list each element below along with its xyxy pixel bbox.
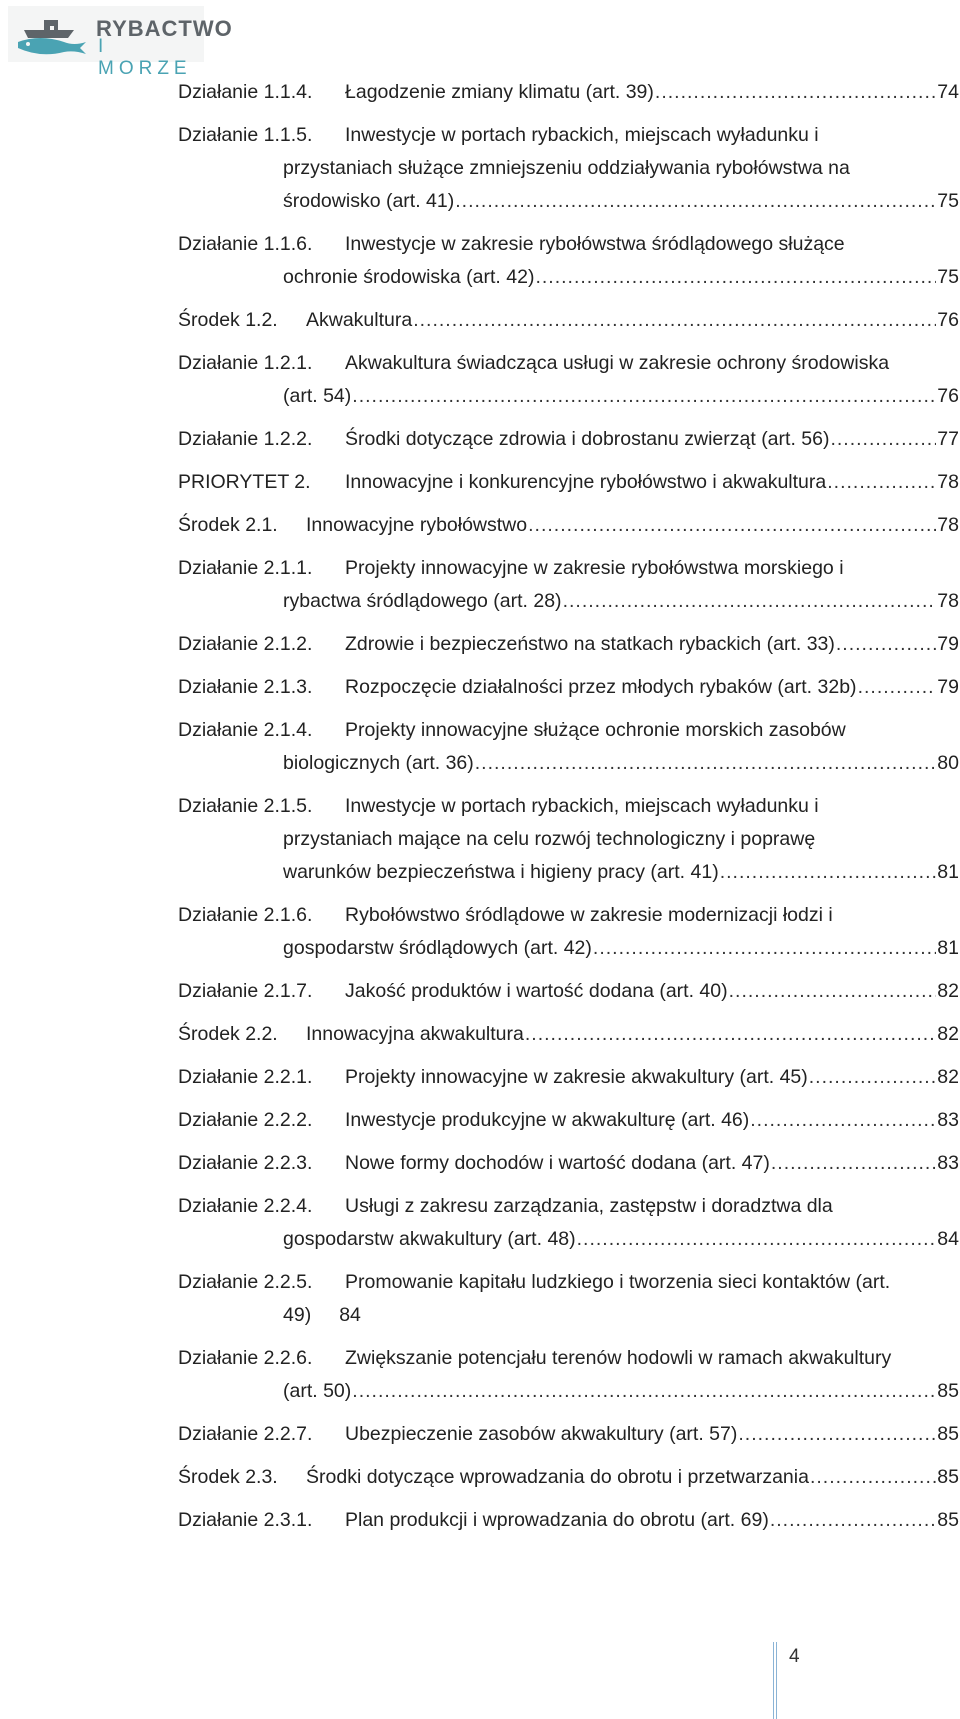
toc-entry[interactable] <box>178 1147 959 1180</box>
toc-entry[interactable] <box>178 76 959 109</box>
toc-entry-line <box>178 423 959 456</box>
toc-entry-page: 79 <box>937 676 959 698</box>
toc-entry-title: Projekty innowacyjne w zakresie rybołówstwa morskiego i <box>345 557 844 579</box>
toc-entry-page: 85 <box>937 1466 959 1488</box>
toc-entry-label: Środek 2.1. <box>178 514 278 536</box>
toc-entry-page: 78 <box>937 471 959 493</box>
toc-entry-label: Działanie 1.2.2. <box>178 428 313 450</box>
toc-leader-dots <box>729 975 937 1008</box>
toc-entry-page: 82 <box>937 1066 959 1088</box>
toc-entry-line <box>178 823 959 856</box>
toc-entry-title: warunków bezpieczeństwa i higieny pracy (art. 41) <box>283 861 719 883</box>
toc-entry-label: Działanie 2.2.6. <box>178 1347 313 1369</box>
toc-entry-title: Ubezpieczenie zasobów akwakultury (art. 57) <box>345 1423 738 1445</box>
toc-entry[interactable] <box>178 628 959 661</box>
toc-entry-title: Środki dotyczące wprowadzania do obrotu i przetwarzania <box>306 1466 809 1488</box>
toc-entry-line <box>178 899 959 932</box>
toc-leader-dots <box>770 1504 936 1537</box>
toc-entry-line <box>178 585 959 618</box>
toc-entry-page: 76 <box>937 385 959 407</box>
toc-entry-line <box>178 1223 959 1256</box>
toc-entry-line <box>178 1375 959 1408</box>
toc-entry-title: 49) <box>283 1304 312 1326</box>
toc-entry-title: Akwakultura <box>306 309 413 331</box>
toc-entry-label: Działanie 2.2.3. <box>178 1152 313 1174</box>
toc-entry-line <box>178 975 959 1008</box>
toc-entry-page: 84 <box>937 1228 959 1250</box>
toc-entry-line <box>178 1061 959 1094</box>
toc-entry-title: (art. 50) <box>283 1380 352 1402</box>
toc-entry-line <box>178 747 959 780</box>
toc-leader-dots <box>475 747 937 780</box>
toc-entry-label: Działanie 2.2.1. <box>178 1066 313 1088</box>
toc-leader-dots <box>720 856 937 889</box>
toc-entry-label: Działanie 2.3.1. <box>178 1509 313 1531</box>
toc-entry[interactable] <box>178 1061 959 1094</box>
toc-entry-page: 85 <box>937 1380 959 1402</box>
toc-entry[interactable] <box>178 790 959 889</box>
toc-entry-line <box>178 228 959 261</box>
toc-entry-label: Działanie 1.1.6. <box>178 233 313 255</box>
toc-entry-line <box>178 552 959 585</box>
toc-entry-title: Inwestycje w zakresie rybołówstwa śródlądowego służące <box>345 233 845 255</box>
toc-entry-line <box>178 856 959 889</box>
toc-entry-title: Inwestycje produkcyjne w akwakulturę (art. 46) <box>345 1109 750 1131</box>
toc-entry-page: 78 <box>937 514 959 536</box>
toc-entry-label: Działanie 1.1.4. <box>178 81 313 103</box>
toc-entry-line <box>178 261 959 294</box>
toc-entry-title: środowisko (art. 41) <box>283 190 455 212</box>
toc-leader-dots <box>535 261 936 294</box>
toc-entry-title: Innowacyjna akwakultura <box>306 1023 524 1045</box>
toc-entry-title: Zdrowie i bezpieczeństwo na statkach rybackich (art. 33) <box>345 633 835 655</box>
toc-entry-line <box>178 1342 959 1375</box>
toc-entry-title: Zwiększanie potencjału terenów hodowli w ramach akwakultury <box>345 1347 892 1369</box>
toc-entry[interactable] <box>178 552 959 618</box>
toc-leader-dots <box>738 1418 936 1451</box>
toc-entry-line <box>178 152 959 185</box>
toc-leader-dots <box>827 466 936 499</box>
toc-entry[interactable] <box>178 1342 959 1408</box>
toc-entry[interactable] <box>178 1504 959 1537</box>
toc-entry-title: Projekty innowacyjne służące ochronie morskich zasobów <box>345 719 846 741</box>
toc-entry[interactable] <box>178 509 959 542</box>
toc-entry-label: Środek 1.2. <box>178 309 278 331</box>
toc-entry-line <box>178 185 959 218</box>
toc-entry-title: gospodarstw akwakultury (art. 48) <box>283 1228 576 1250</box>
toc-entry-line <box>178 932 959 965</box>
toc-leader-dots <box>528 509 936 542</box>
toc-entry-page: 85 <box>937 1509 959 1531</box>
toc-entry-page: 82 <box>937 980 959 1002</box>
toc-entry-label: Działanie 1.2.1. <box>178 352 313 374</box>
toc-entry[interactable] <box>178 466 959 499</box>
toc-entry-line <box>178 671 959 704</box>
toc-entry[interactable] <box>178 304 959 337</box>
toc-entry-title: ochronie środowiska (art. 42) <box>283 266 535 288</box>
toc-entry-page: 84 <box>339 1304 361 1326</box>
toc-entry-title: (art. 54) <box>283 385 352 407</box>
toc-entry-title: przystaniach mające na celu rozwój technologiczny i poprawę <box>283 828 816 850</box>
logo-text-line1: RYBACTWO <box>96 16 233 41</box>
toc-entry-title: Innowacyjne rybołówstwo <box>306 514 528 536</box>
toc-entry-line <box>178 1147 959 1180</box>
toc-leader-dots <box>525 1018 936 1051</box>
toc-entry-title: Plan produkcji i wprowadzania do obrotu (art. 69) <box>345 1509 769 1531</box>
toc-entry-title: biologicznych (art. 36) <box>283 752 474 774</box>
toc-entry-label: Działanie 2.2.2. <box>178 1109 313 1131</box>
toc-entry-label: Środek 2.2. <box>178 1023 278 1045</box>
toc-entry-page: 83 <box>937 1109 959 1131</box>
toc-leader-dots <box>593 932 936 965</box>
toc-entry-label: Działanie 2.1.5. <box>178 795 313 817</box>
toc-entry-label: Działanie 2.1.7. <box>178 980 313 1002</box>
toc-entry-line <box>178 119 959 152</box>
toc-entry-line <box>178 628 959 661</box>
toc-entry-page: 83 <box>937 1152 959 1174</box>
toc-entry-title: gospodarstw śródlądowych (art. 42) <box>283 937 592 959</box>
toc-leader-dots <box>563 585 937 618</box>
toc-entry-line <box>178 509 959 542</box>
toc-entry-label: Środek 2.3. <box>178 1466 278 1488</box>
toc-entry-page: 79 <box>937 633 959 655</box>
toc-entry-line <box>178 304 959 337</box>
page-number <box>773 1642 829 1719</box>
toc-entry-page: 78 <box>937 590 959 612</box>
toc-leader-dots <box>750 1104 936 1137</box>
toc-entry[interactable] <box>178 119 959 218</box>
table-of-contents <box>178 76 959 1547</box>
toc-entry-page: 76 <box>937 309 959 331</box>
toc-entry-label: Działanie 2.2.5. <box>178 1271 313 1293</box>
toc-leader-dots <box>771 1147 936 1180</box>
toc-entry-title: Inwestycje w portach rybackich, miejscach wyładunku i <box>345 124 819 146</box>
toc-entry-line <box>178 466 959 499</box>
toc-leader-dots <box>809 1061 937 1094</box>
toc-entry-line <box>178 1266 959 1299</box>
toc-entry[interactable] <box>178 1018 959 1051</box>
toc-entry-title: Usługi z zakresu zarządzania, zastępstw i doradztwa dla <box>345 1195 833 1217</box>
toc-entry-line <box>178 714 959 747</box>
toc-entry[interactable] <box>178 975 959 1008</box>
toc-entry-line <box>178 790 959 823</box>
toc-entry-line <box>178 1418 959 1451</box>
toc-entry-title: Inwestycje w portach rybackich, miejscach wyładunku i <box>345 795 819 817</box>
toc-entry-title: rybactwa śródlądowego (art. 28) <box>283 590 562 612</box>
toc-entry-label: Działanie 2.1.3. <box>178 676 313 698</box>
toc-entry-title: Projekty innowacyjne w zakresie akwakultury (art. 45) <box>345 1066 808 1088</box>
toc-entry[interactable] <box>178 1104 959 1137</box>
toc-entry[interactable] <box>178 423 959 456</box>
toc-entry-page: 75 <box>937 190 959 212</box>
toc-entry-title: Promowanie kapitału ludzkiego i tworzenia sieci kontaktów (art. <box>345 1271 891 1293</box>
toc-entry-page: 82 <box>937 1023 959 1045</box>
toc-entry[interactable] <box>178 347 959 413</box>
toc-entry-title: Rozpoczęcie działalności przez młodych rybaków (art. 32b) <box>345 676 857 698</box>
toc-entry-label: Działanie 2.1.2. <box>178 633 313 655</box>
toc-entry-line <box>178 1299 959 1332</box>
toc-leader-dots <box>830 423 936 456</box>
toc-entry[interactable] <box>178 899 959 965</box>
toc-entry[interactable] <box>178 1266 959 1332</box>
toc-entry-title: Nowe formy dochodów i wartość dodana (art. 47) <box>345 1152 770 1174</box>
toc-entry-line <box>178 1190 959 1223</box>
toc-leader-dots <box>455 185 936 218</box>
toc-entry-title: Innowacyjne i konkurencyjne rybołówstwo i akwakultura <box>345 471 827 493</box>
toc-entry-title: Akwakultura świadcząca usługi w zakresie ochrony środowiska <box>345 352 890 374</box>
toc-entry-title: Jakość produktów i wartość dodana (art. 40) <box>345 980 728 1002</box>
toc-entry[interactable] <box>178 671 959 704</box>
toc-entry-title: przystaniach służące zmniejszeniu oddziaływania rybołówstwa na <box>283 157 850 179</box>
toc-entry-page: 77 <box>937 428 959 450</box>
toc-entry-label: Działanie 2.1.4. <box>178 719 313 741</box>
toc-leader-dots <box>858 671 937 704</box>
toc-entry-title: Środki dotyczące zdrowia i dobrostanu zwierząt (art. 56) <box>345 428 830 450</box>
page-number-value: 4 <box>789 1646 800 1667</box>
toc-entry-label: PRIORYTET 2. <box>178 471 311 493</box>
toc-leader-dots <box>836 628 936 661</box>
toc-entry-line <box>178 380 959 413</box>
toc-entry[interactable] <box>178 1190 959 1256</box>
toc-entry[interactable] <box>178 1461 959 1494</box>
toc-entry[interactable] <box>178 1418 959 1451</box>
toc-entry-label: Działanie 2.2.4. <box>178 1195 313 1217</box>
toc-leader-dots <box>810 1461 936 1494</box>
toc-leader-dots <box>413 304 936 337</box>
fish-boat-icon <box>14 12 94 58</box>
toc-leader-dots <box>577 1223 937 1256</box>
toc-entry-title: Rybołówstwo śródlądowe w zakresie modernizacji łodzi i <box>345 904 833 926</box>
toc-entry-line <box>178 1504 959 1537</box>
toc-leader-dots <box>655 76 936 109</box>
toc-leader-dots <box>352 1375 936 1408</box>
toc-entry-page: 85 <box>937 1423 959 1445</box>
toc-entry[interactable] <box>178 714 959 780</box>
toc-entry-line <box>178 347 959 380</box>
toc-entry-page: 81 <box>937 861 959 883</box>
toc-entry-page: 81 <box>937 937 959 959</box>
toc-entry-title: Łagodzenie zmiany klimatu (art. 39) <box>345 81 654 103</box>
publisher-logo <box>8 6 233 79</box>
toc-entry-line <box>178 1104 959 1137</box>
toc-entry-label: Działanie 2.1.1. <box>178 557 313 579</box>
toc-entry-label: Działanie 1.1.5. <box>178 124 313 146</box>
toc-leader-dots <box>352 380 936 413</box>
toc-entry-line <box>178 1461 959 1494</box>
toc-entry-page: 75 <box>937 266 959 288</box>
toc-entry[interactable] <box>178 228 959 294</box>
toc-entry-page: 74 <box>937 81 959 103</box>
toc-entry-label: Działanie 2.1.6. <box>178 904 313 926</box>
toc-entry-page: 80 <box>937 752 959 774</box>
toc-entry-line <box>178 76 959 109</box>
toc-entry-line <box>178 1018 959 1051</box>
toc-entry-label: Działanie 2.2.7. <box>178 1423 313 1445</box>
logo-text-line2: I MORZE <box>98 36 192 79</box>
